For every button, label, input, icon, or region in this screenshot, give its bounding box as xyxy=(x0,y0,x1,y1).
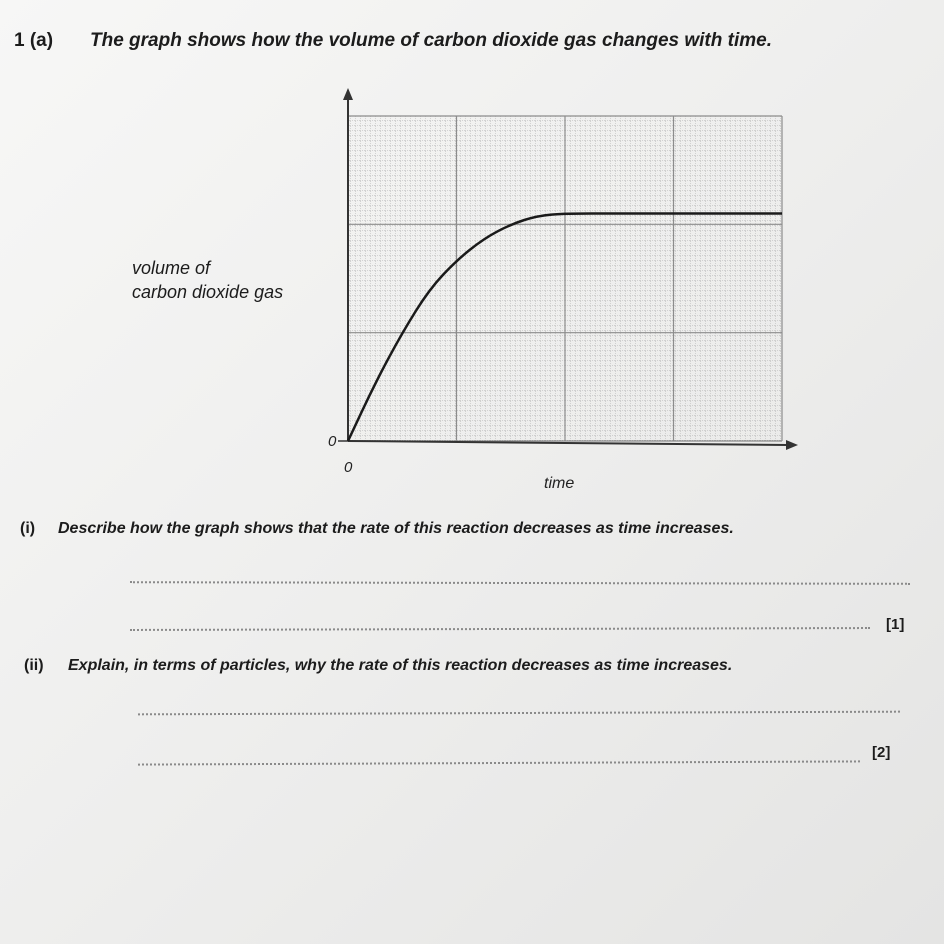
question-number: 1 (a) xyxy=(14,30,54,51)
x-origin-label: 0 xyxy=(344,459,353,476)
part-i-question: Describe how the graph shows that the rate of this reaction decreases as time increases. xyxy=(58,520,734,537)
question-stem: The graph shows how the volume of carbon dioxide gas changes with time. xyxy=(90,30,772,51)
part-i-label: (i) xyxy=(20,520,36,537)
y-origin-label: 0 xyxy=(328,433,337,450)
part-ii-marks: [2] xyxy=(872,744,891,761)
y-axis-label-line-1: volume of xyxy=(132,258,211,278)
part-ii-label: (ii) xyxy=(24,657,44,674)
x-axis-label: time xyxy=(544,475,575,492)
y-axis-label-line-2: carbon dioxide gas xyxy=(132,282,284,302)
part-i-marks: [1] xyxy=(886,616,905,633)
part-ii-question: Explain, in terms of particles, why the rate of this reaction decreases as time increases. xyxy=(68,657,733,674)
graph-grid xyxy=(348,116,782,441)
y-axis-arrow-icon xyxy=(343,88,353,100)
x-axis-arrow-icon xyxy=(786,440,798,450)
